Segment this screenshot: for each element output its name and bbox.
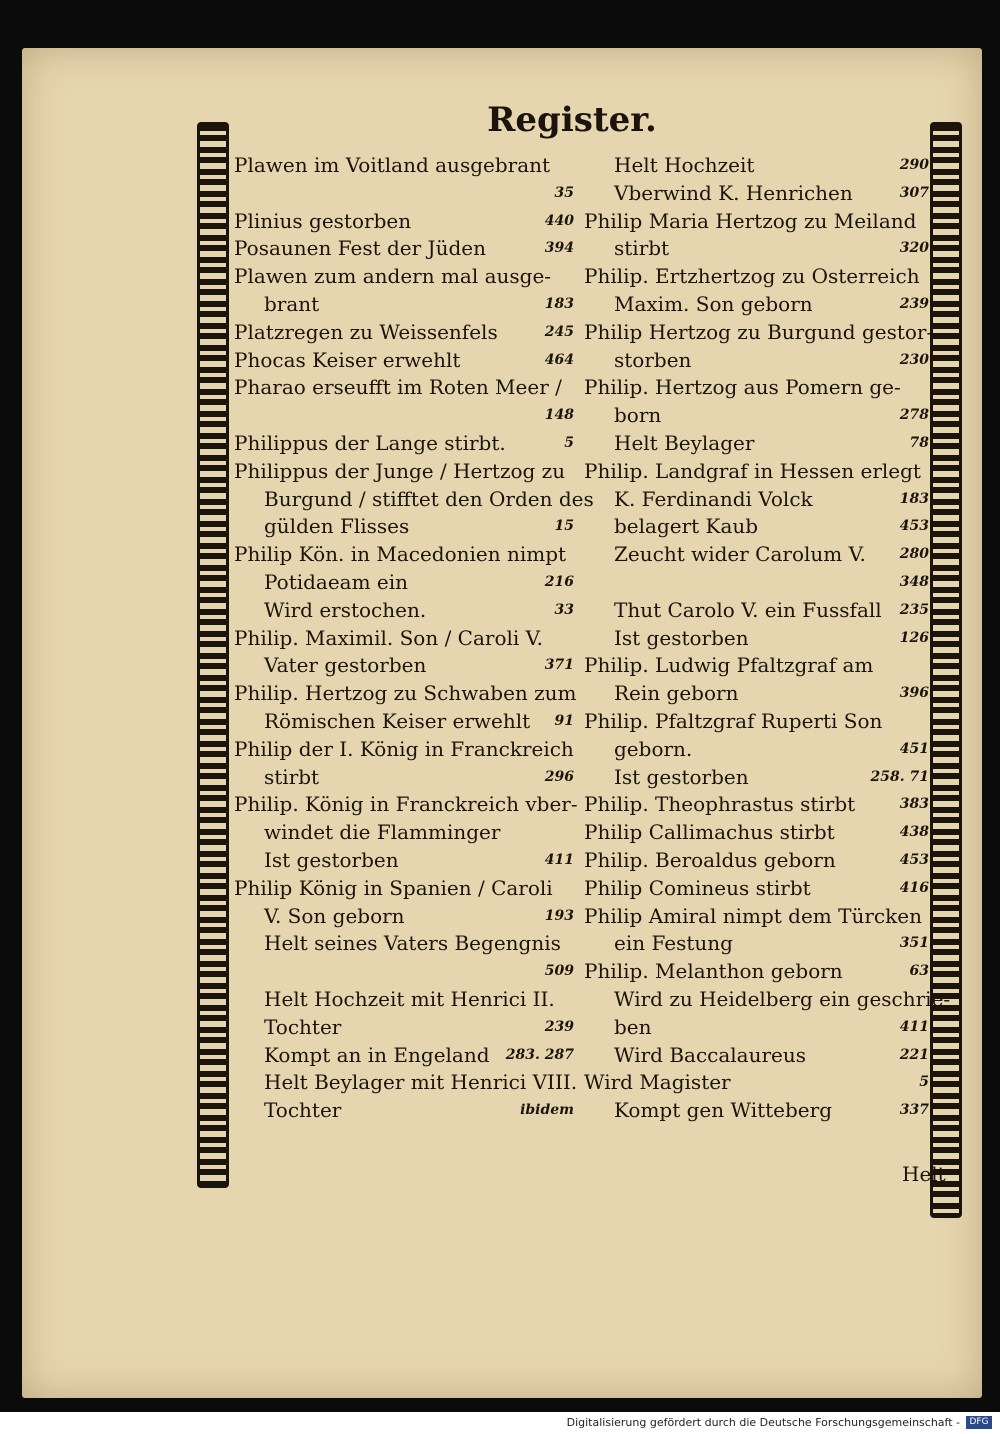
index-entry [234, 513, 574, 541]
entry-text: Helt Hochzeit [614, 153, 755, 177]
entry-page-number: 183 [899, 490, 929, 507]
entry-text: Helt Beylager [614, 430, 755, 455]
entry-text: Zeucht wider Carolum V. [614, 542, 866, 567]
entry-text: Philip Amiral nimpt dem Türcken [584, 903, 922, 928]
entry-page-number: 193 [544, 907, 574, 924]
entry-page-number: 15 [554, 518, 574, 535]
entry-page-number: 383 [899, 796, 929, 813]
index-entry [584, 347, 929, 375]
index-entry [234, 736, 574, 764]
entry-text: geborn. [614, 736, 693, 761]
entry-page-number: 33 [554, 601, 574, 618]
index-entry [584, 1014, 929, 1042]
entry-text: Philip. Maximil. Son / Caroli V. [234, 625, 543, 650]
index-entry [584, 152, 929, 180]
index-entry [584, 402, 929, 430]
entry-text: Kompt an in Engeland [264, 1042, 490, 1067]
entry-page-number: 280 [899, 546, 929, 563]
index-entry [234, 625, 574, 653]
entry-text: Philip. Pfaltzgraf Ruperti Son [584, 708, 883, 733]
entry-page-number: 464 [544, 351, 574, 368]
index-entry [584, 680, 929, 708]
entry-page-number: 307 [899, 184, 929, 201]
entry-page-number: 278 [899, 407, 929, 424]
index-entry [234, 235, 574, 263]
index-entry [234, 958, 574, 986]
index-entry [234, 208, 574, 236]
entry-text: Vberwind K. Henrichen [614, 180, 853, 205]
index-entry [234, 819, 574, 847]
index-column-left [234, 152, 594, 1125]
index-entry [234, 458, 574, 486]
index-entry [584, 1069, 929, 1097]
entry-text: Helt seines Vaters Begengnis [264, 931, 561, 956]
index-entry [584, 291, 929, 319]
entry-page-number: 451 [899, 740, 929, 757]
entry-text: K. Ferdinandi Volck [614, 486, 813, 511]
index-entry [584, 930, 929, 958]
entry-text: Philip. Melanthon geborn [584, 959, 843, 984]
entry-text: Posaunen Fest der Jüden [234, 236, 486, 261]
entry-text: Philip. Theophrastus stirbt [584, 792, 856, 817]
entry-page-number: 351 [899, 935, 929, 952]
index-entry [234, 847, 574, 875]
dfg-logo: DFG [966, 1416, 992, 1429]
entry-page-number: 509 [544, 963, 574, 980]
index-entry [584, 486, 929, 514]
entry-text: Potidaeam ein [264, 569, 409, 594]
index-entry [584, 513, 929, 541]
entry-page-number: 394 [544, 240, 574, 257]
entry-page-number: 283. 287 [505, 1046, 574, 1063]
index-entry [584, 986, 951, 1014]
entry-text: Pharao erseufft im Roten Meer / [234, 375, 562, 400]
index-entry [584, 319, 934, 347]
index-entry [584, 430, 929, 458]
index-column-right [584, 152, 951, 1125]
entry-text: Philippus der Junge / Hertzog zu [234, 458, 566, 483]
index-entry [234, 374, 574, 402]
entry-text: brant [264, 291, 320, 316]
entry-text: Helt Beylager mit Henrici VIII. [264, 1070, 578, 1095]
entry-text: Philippus der Lange stirbt. [234, 430, 506, 455]
index-entry [584, 458, 929, 486]
index-entry [584, 819, 929, 847]
entry-text: Wird Magister [584, 1070, 731, 1095]
entry-page-number: 396 [899, 685, 929, 702]
entry-text: Wird zu Heidelberg ein geschrie- [614, 986, 951, 1011]
index-entry [234, 486, 594, 514]
index-entry [584, 903, 929, 931]
entry-text: Philip der I. König in Franckreich [234, 736, 574, 761]
entry-text: Philip Kön. in Macedonien nimpt [234, 542, 567, 567]
index-entry [234, 764, 574, 792]
entry-page-number: ibidem [520, 1102, 574, 1119]
entry-page-number: 290 [899, 157, 929, 173]
entry-page-number: 411 [544, 851, 574, 868]
entry-text: storben [614, 347, 692, 372]
index-entry [234, 875, 574, 903]
entry-text: Wird Baccalaureus [614, 1042, 807, 1067]
entry-text: stirbt [264, 764, 320, 789]
index-entry [234, 152, 574, 180]
index-entry [234, 1097, 574, 1125]
index-entry [584, 764, 929, 792]
index-entry [584, 180, 929, 208]
entry-page-number: 453 [899, 518, 929, 535]
footer-bar [0, 1412, 1000, 1434]
entry-text: Philip König in Spanien / Caroli [234, 875, 553, 900]
ornamental-border-right [930, 122, 962, 1218]
entry-page-number: 5 [919, 1074, 929, 1091]
index-entry [584, 736, 929, 764]
entry-page-number: 63 [909, 963, 929, 980]
index-entry [584, 541, 929, 569]
entry-text: Philip. Landgraf in Hessen erlegt [584, 458, 921, 483]
index-entry [584, 597, 929, 625]
entry-text: born [614, 403, 662, 428]
index-entry [584, 1042, 929, 1070]
index-entry [234, 708, 574, 736]
index-entry [584, 374, 929, 402]
entry-text: Philip. Ertzhertzog zu Osterreich [584, 264, 920, 289]
index-entry [584, 235, 929, 263]
index-entry [234, 402, 574, 430]
entry-text: Philip. König in Franckreich vber- [234, 792, 578, 817]
entry-page-number: 337 [899, 1102, 929, 1119]
entry-text: Kompt gen Witteberg [614, 1098, 832, 1123]
index-entry [234, 541, 574, 569]
index-entry [234, 930, 574, 958]
entry-page-number: 411 [899, 1018, 929, 1035]
index-entry [584, 569, 929, 597]
index-entry [234, 1014, 574, 1042]
entry-text: Platzregen zu Weissenfels [234, 319, 498, 344]
ornamental-border-left [197, 122, 229, 1188]
entry-text: V. Son geborn [264, 903, 405, 928]
index-entry [584, 847, 929, 875]
entry-text: Plawen zum andern mal ausge- [234, 264, 552, 289]
entry-page-number: 5 [564, 434, 574, 451]
entry-page-number: 371 [544, 657, 574, 674]
entry-page-number: 438 [899, 824, 929, 841]
entry-text: Helt Hochzeit mit Henrici II. [264, 986, 555, 1011]
entry-text: Philip Callimachus stirbt [584, 820, 835, 845]
index-entry [234, 569, 574, 597]
book-page [22, 48, 982, 1398]
index-entry [584, 625, 929, 653]
index-entry [234, 263, 574, 291]
entry-text: stirbt [614, 236, 670, 261]
index-entry [584, 708, 929, 736]
entry-text: Römischen Keiser erwehlt [264, 708, 531, 733]
entry-page-number: 440 [544, 212, 574, 229]
entry-page-number: 216 [544, 573, 574, 590]
entry-text: Philip. Hertzog zu Schwaben zum [234, 681, 577, 706]
index-entry [234, 1042, 574, 1070]
entry-text: Philip Hertzog zu Burgund gestor- [584, 319, 934, 344]
entry-text: Rein geborn [614, 681, 739, 706]
entry-text: Thut Carolo V. ein Fussfall [614, 597, 882, 622]
index-entry [234, 319, 574, 347]
entry-page-number: 235 [899, 601, 929, 618]
entry-page-number: 239 [544, 1018, 574, 1035]
index-entry [234, 1069, 578, 1097]
entry-page-number: 453 [899, 851, 929, 868]
entry-page-number: 296 [544, 768, 574, 785]
entry-text: Tochter [264, 1098, 342, 1123]
entry-page-number: 230 [899, 351, 929, 368]
entry-text: Ist gestorben [264, 847, 399, 872]
index-entry [234, 986, 574, 1014]
entry-page-number: 126 [899, 629, 929, 646]
entry-page-number: 320 [899, 240, 929, 257]
entry-text: ben [614, 1014, 652, 1039]
entry-text: belagert Kaub [614, 514, 759, 539]
entry-page-number: 239 [899, 295, 929, 312]
entry-text: Philip. Beroaldus geborn [584, 847, 836, 872]
index-entry [584, 1097, 929, 1125]
catchword: Helt [902, 1162, 946, 1186]
entry-text: Philip Comineus stirbt [584, 875, 811, 900]
entry-text: Maxim. Son geborn [614, 291, 813, 316]
index-entry [234, 680, 577, 708]
index-entry [234, 597, 574, 625]
index-entry [584, 263, 929, 291]
index-entry [584, 208, 929, 236]
entry-text: Tochter [264, 1014, 342, 1039]
entry-text: Ist gestorben [614, 625, 749, 650]
entry-text: Ist gestorben [614, 764, 749, 789]
index-entry [584, 958, 929, 986]
entry-page-number: 183 [544, 295, 574, 312]
entry-text: gülden Flisses [264, 514, 410, 539]
entry-page-number: 221 [899, 1046, 929, 1063]
index-entry [234, 430, 574, 458]
footer-credit: Digitalisierung gefördert durch die Deutsche Forschungsgemeinschaft - [566, 1416, 960, 1429]
entry-page-number: 35 [554, 184, 574, 201]
entry-page-number: 348 [899, 573, 929, 590]
entry-text: Philip Maria Hertzog zu Meiland [584, 208, 917, 233]
page-header: Register. [487, 100, 657, 140]
entry-page-number: 91 [554, 712, 574, 729]
entry-text: Burgund / stifftet den Orden des [264, 486, 594, 511]
index-entry [584, 652, 929, 680]
entry-text: windet die Flamminger [264, 820, 501, 845]
entry-page-number: 245 [544, 323, 574, 340]
entry-page-number: 148 [544, 407, 574, 424]
index-entry [234, 347, 574, 375]
index-entry [584, 875, 929, 903]
index-entry [234, 652, 574, 680]
entry-text: Philip. Ludwig Pfaltzgraf am [584, 653, 874, 678]
entry-text: Plawen im Voitland ausgebrant [234, 153, 551, 177]
index-entry [234, 180, 574, 208]
entry-text: Plinius gestorben [234, 208, 412, 233]
entry-page-number: 416 [899, 879, 929, 896]
entry-text: Phocas Keiser erwehlt [234, 347, 461, 372]
entry-page-number: 258. 71 [870, 768, 929, 785]
entry-text: Vater gestorben [264, 653, 427, 678]
index-entry [584, 791, 929, 819]
index-entry [234, 291, 574, 319]
index-entry [234, 791, 578, 819]
entry-page-number: 78 [909, 434, 929, 451]
entry-text: Wird erstochen. [264, 597, 427, 622]
entry-text: Philip. Hertzog aus Pomern ge- [584, 375, 901, 400]
entry-text: ein Festung [614, 931, 733, 956]
index-entry [234, 903, 574, 931]
